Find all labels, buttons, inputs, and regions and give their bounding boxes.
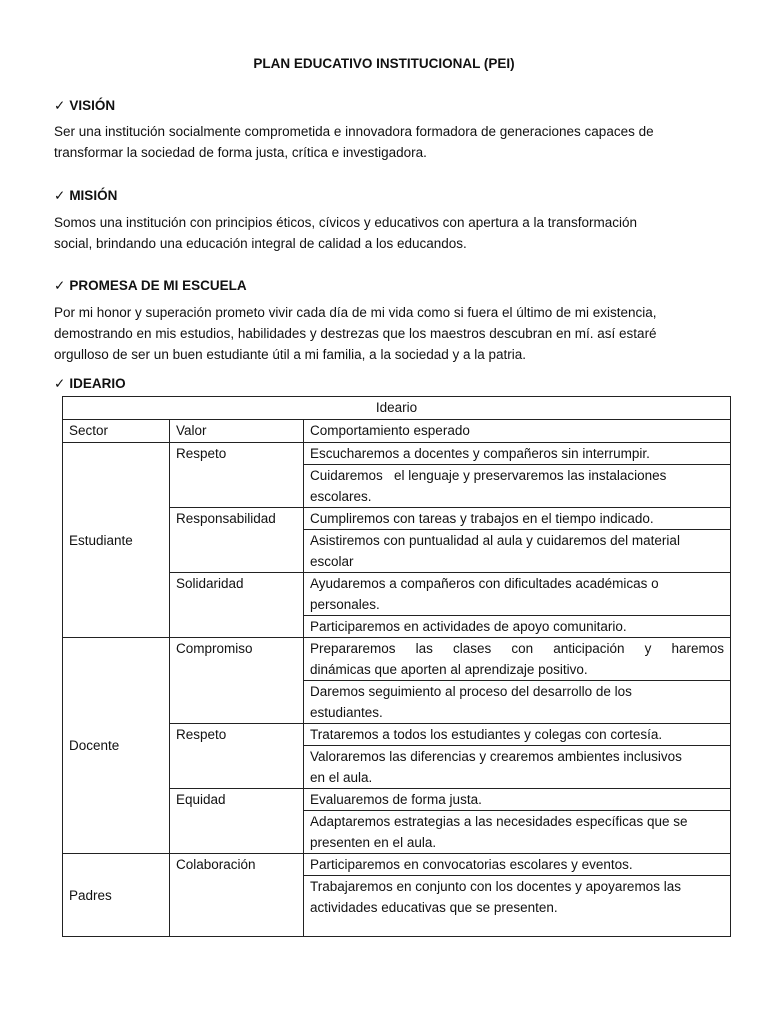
value-cell: Responsabilidad [170, 508, 304, 573]
table-header-row [63, 420, 731, 443]
behavior-line: escolar [310, 554, 354, 569]
value-cell: Respeto [170, 724, 304, 789]
behavior-line: personales. [310, 597, 380, 612]
sector-cell: Docente [63, 638, 170, 854]
behavior-line: Ayudaremos a compañeros con dificultades académicas o [310, 576, 659, 591]
mision-heading-text: MISIÓN [69, 188, 118, 203]
behavior-cell [304, 876, 731, 937]
ideario-heading [54, 376, 126, 392]
value-cell: Equidad [170, 789, 304, 854]
value-cell: Compromiso [170, 638, 304, 724]
vision-line: transformar la sociedad de forma justa, crítica e investigadora. [54, 145, 427, 160]
behavior-line: Trabajaremos en conjunto con los docentes y apoyaremos las [310, 879, 681, 894]
check-icon: ✓ [54, 98, 66, 113]
header-comportamiento: Comportamiento esperado [304, 420, 731, 443]
check-icon: ✓ [54, 376, 66, 391]
behavior-line: estudiantes. [310, 705, 383, 720]
promesa-line: demostrando en mis estudios, habilidades y destrezas que los maestros descubran en mí. así estaré [54, 326, 657, 341]
table-row [63, 638, 731, 681]
vision-text [54, 121, 714, 163]
promesa-heading-text: PROMESA DE MI ESCUELA [69, 278, 247, 293]
behavior-line: en el aula. [310, 770, 373, 785]
behavior-cell [304, 573, 731, 616]
behavior-cell: Evaluaremos de forma justa. [304, 789, 731, 811]
table-title: Ideario [63, 397, 731, 420]
ideario-heading-text: IDEARIO [69, 376, 126, 391]
behavior-line: Valoraremos las diferencias y crearemos ambientes inclusivos [310, 749, 682, 764]
value-cell: Solidaridad [170, 573, 304, 638]
behavior-line: Adaptaremos estrategias a las necesidades específicas que se [310, 814, 688, 829]
ideario-table [62, 396, 731, 937]
value-cell: Colaboración [170, 854, 304, 937]
value-cell: Respeto [170, 443, 304, 508]
behavior-cell [304, 530, 731, 573]
behavior-line: Prepararemos las clases con anticipación y haremos [310, 641, 724, 656]
promesa-line: orgulloso de ser un buen estudiante útil a mi familia, a la sociedad y a la patria. [54, 347, 527, 362]
behavior-line: actividades educativas que se presenten. [310, 900, 558, 915]
header-sector: Sector [63, 420, 170, 443]
table-row [63, 854, 731, 876]
promesa-text [54, 302, 714, 365]
document-title: PLAN EDUCATIVO INSTITUCIONAL (PEI) [253, 56, 515, 71]
behavior-line: Asistiremos con puntualidad al aula y cuidaremos del material [310, 533, 680, 548]
behavior-cell: Cumpliremos con tareas y trabajos en el tiempo indicado. [304, 508, 731, 530]
behavior-cell [304, 681, 731, 724]
promesa-heading [54, 278, 247, 294]
vision-heading [54, 98, 115, 114]
behavior-cell: Trataremos a todos los estudiantes y colegas con cortesía. [304, 724, 731, 746]
check-icon: ✓ [54, 188, 66, 203]
mision-text [54, 212, 714, 254]
header-valor: Valor [170, 420, 304, 443]
behavior-line: presenten en el aula. [310, 835, 437, 850]
table-row [63, 443, 731, 465]
vision-line: Ser una institución socialmente comprometida e innovadora formadora de generaciones capaces de [54, 124, 654, 139]
sector-cell: Padres [63, 854, 170, 937]
behavior-line: dinámicas que aporten al aprendizaje positivo. [310, 662, 588, 677]
behavior-cell [304, 746, 731, 789]
behavior-line: escolares. [310, 489, 372, 504]
check-icon: ✓ [54, 278, 66, 293]
promesa-line: Por mi honor y superación prometo vivir cada día de mi vida como si fuera el último de mi existencia, [54, 305, 657, 320]
behavior-cell: Escucharemos a docentes y compañeros sin interrumpir. [304, 443, 731, 465]
table-title-row [63, 397, 731, 420]
mision-line: Somos una institución con principios éticos, cívicos y educativos con apertura a la transformación [54, 215, 638, 230]
mision-line: social, brindando una educación integral de calidad a los educandos. [54, 236, 467, 251]
vision-heading-text: VISIÓN [69, 98, 116, 113]
behavior-cell: Participaremos en convocatorias escolares y eventos. [304, 854, 731, 876]
behavior-cell [304, 465, 731, 508]
behavior-cell [304, 638, 731, 681]
behavior-cell [304, 811, 731, 854]
behavior-cell: Participaremos en actividades de apoyo comunitario. [304, 616, 731, 638]
sector-cell: Estudiante [63, 443, 170, 638]
behavior-line: Cuidaremos el lenguaje y preservaremos las instalaciones [310, 468, 667, 483]
behavior-line: Daremos seguimiento al proceso del desarrollo de los [310, 684, 632, 699]
mision-heading [54, 188, 117, 204]
